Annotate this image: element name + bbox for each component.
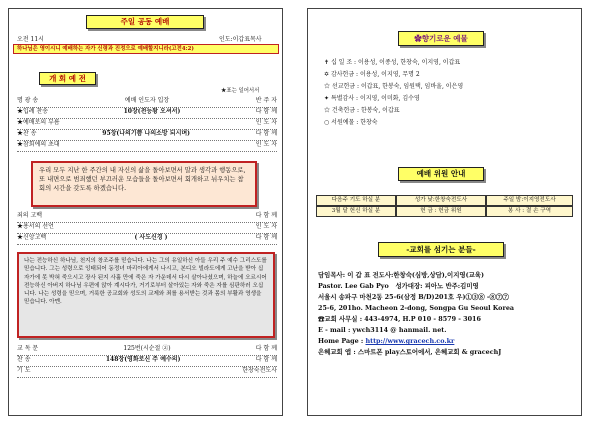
order-row xyxy=(17,223,277,234)
order-middle: 95장(나의기쁨 나의소망 되시며) xyxy=(102,130,191,137)
offering-row: ✝ 십 일 조 : 이용성, 이종성, 한창숙, 이지영, 이갑표 xyxy=(324,59,461,66)
order-row xyxy=(17,367,277,378)
pastor-en-row xyxy=(318,282,576,293)
homepage-row xyxy=(318,337,576,348)
service-table-cell: 다음주 기도 하실 분 xyxy=(316,195,396,206)
order-label: ★입례 찬송 xyxy=(17,108,49,115)
service-table-cell: 성가 낮:한창숙전도사 xyxy=(396,195,486,206)
service-time: 오전 11시 xyxy=(17,36,44,43)
order-row xyxy=(17,97,277,108)
order-right: 반 주 자 xyxy=(255,97,277,104)
order-right: 다 함 께 xyxy=(255,212,277,219)
order-label: 교 독 문 xyxy=(17,345,39,352)
leader-line: 인도:이갑표목사 xyxy=(219,36,262,43)
apostles-creed-box xyxy=(17,252,275,338)
order-row xyxy=(17,356,277,367)
service-table-row xyxy=(316,206,573,217)
service-title: 주일 공동 예배 xyxy=(120,17,170,26)
service-table-row xyxy=(316,195,573,206)
circle-icon: ○ xyxy=(324,119,332,126)
cross-icon: ✝ xyxy=(324,59,331,66)
app-line: 은혜교회 앱 : 스마트폰 play스토어에서, 은혜교회 & gracechJ xyxy=(318,348,502,356)
service-info-title: 예배 위원 안내 xyxy=(416,169,466,178)
offering-row: ☆ 건축헌금 : 한봉숙, 이갑표 xyxy=(324,107,400,114)
order-right: 다 함 께 xyxy=(255,356,277,363)
section-open-box xyxy=(39,72,96,85)
address-en: 25-6, 201ho. Macheon 2-dong, Songpa Gu Seoul Korea xyxy=(318,304,515,312)
order-label: ★참회에의 초대 xyxy=(17,141,60,148)
order-row xyxy=(17,212,277,223)
service-table xyxy=(316,195,573,217)
section-open-title: 개 회 예 전 xyxy=(49,74,86,83)
order-middle: 148장(영화로신 주 예수의) xyxy=(105,356,181,363)
offering-title xyxy=(399,32,483,45)
church-info xyxy=(318,271,576,359)
order-label: 기 도 xyxy=(17,367,31,374)
order-right: 다 함 께 xyxy=(255,130,277,137)
homepage-label: Home Page : xyxy=(318,337,364,345)
offering-row: ✡ 감사헌금 : 이용성, 이지영, 무명 2 xyxy=(324,71,420,78)
order-label: 찬 송 xyxy=(17,356,31,363)
offering-title-text: 향기로운 예물 xyxy=(421,34,468,43)
flower-icon: ✿ xyxy=(414,34,422,43)
order-right: 인 도 자 xyxy=(255,119,277,126)
staff-line: 담임목사: 이 갑 표 전도사:한창숙(심방,상담),이지영(교육) xyxy=(318,271,484,279)
order-label: ★예배로의 부름 xyxy=(17,119,60,126)
order-label: ★찬 송 xyxy=(17,130,37,137)
address-ko: 서울시 송파구 마천2동 25-6(삼정 B/D)201호 우)①③⑧ -⑧⑦⑦ xyxy=(318,293,509,301)
theme-verse-box xyxy=(13,44,279,54)
offering-list xyxy=(324,59,574,131)
mid-items-list xyxy=(17,212,277,245)
star-icon: ✡ xyxy=(324,71,331,78)
star-icon: ☆ xyxy=(324,83,332,90)
order-middle: ( 사도신경 ) xyxy=(134,234,168,241)
order-label: ★신앙고백 xyxy=(17,234,47,241)
offering-row: ☆ 선교헌금 : 이갑표, 한봉숙, 임원택, 임바울, 이은영 xyxy=(324,83,464,90)
church-title-box xyxy=(378,242,504,257)
standing-note: ★표는 일어서서 xyxy=(221,88,260,94)
offering-row: ○ 서원예물 : 한창숙 xyxy=(324,119,378,126)
order-label: ★용서의 선언 xyxy=(17,223,54,230)
bulletin-right-page xyxy=(307,8,582,416)
star-icon: ✦ xyxy=(324,95,331,102)
open-items-list xyxy=(17,97,277,152)
order-label: 명 광 송 xyxy=(17,97,39,104)
order-row xyxy=(17,141,277,152)
music-line: 성가대장: 피아노 반주:김미영 xyxy=(395,282,479,290)
service-table-cell: 봉 사 : 결 손 구역 xyxy=(486,206,573,217)
confession-invitation-text: 우리 모두 지난 한 주간의 내 자신의 삶을 돌아보면서 말과 생각과 행동으로, 또 내면으로 범죄했던 부끄러운 모습들을 돌아보면서 회개하고 뉘우치는 참회의 시간을 갖도록 하겠습니다. xyxy=(39,167,246,192)
order-middle: 예배 인도자 입장 xyxy=(124,97,170,104)
confession-invitation-box xyxy=(31,161,257,207)
offering-row: ✦ 특별감사 : 이지영, 이미화, 김수영 xyxy=(324,95,420,102)
order-right: 다 함 께 xyxy=(255,108,277,115)
order-right: 다 함 께 xyxy=(255,345,277,352)
order-label: 죄의 고백 xyxy=(17,212,43,219)
star-icon: ☆ xyxy=(324,107,332,114)
service-table-cell: 주일 밤:이지영전도사 xyxy=(486,195,573,206)
service-info-title-box xyxy=(398,167,484,181)
order-right: 다 함 께 xyxy=(255,234,277,241)
order-row xyxy=(17,130,277,141)
church-title: -교회를 섬기는 분들- xyxy=(406,245,476,254)
bulletin-left-page xyxy=(8,8,283,416)
order-row xyxy=(17,234,277,245)
service-table-cell: 헌 금 : 헌금 위원 xyxy=(396,206,486,217)
apostles-creed-text: 나는 전능하신 하나님, 천지의 창조주를 믿습니다. 나는 그의 유일하신 아들 우리 주 예수 그리스도를 믿습니다. 그는 성령으로 잉태되어 동정녀 마리아에게서 나시고, 본디오 빌라도에게 고난을 받아 십자가에 못 박혀 죽으시고 장사 된지 사흘 만에 죽은 자 가운데서 다시 살아나셨으며, 하늘에 오르시어 전능하신 아버지 하나님 우편에 앉아 계시다가, 거기로부터 살아있는 자와 죽은 자를 심판하러 오십니다. 나는 성령을 믿으며, 거룩한 공교회와 성도의 교제와 죄를 용서받는 것과 몸의 부활과 영생을 믿습니다. 아멘. xyxy=(24,258,267,306)
service-table-cell: 3월 달 헌신 하실 분 xyxy=(316,206,396,217)
order-right: 한창숙전도사 xyxy=(242,367,277,374)
theme-verse: 하나님은 영이시니 예배하는 자가 신령과 진정으로 예배할지니라(고전4:2) xyxy=(17,46,194,52)
order-right: 인 도 자 xyxy=(255,223,277,230)
order-middle: 125번(시순절 ②) xyxy=(123,345,171,352)
offering-title-box xyxy=(398,31,484,46)
bottom-items-list xyxy=(17,345,277,378)
order-middle: 10장(전능왕 오셔서) xyxy=(123,108,181,115)
homepage-link[interactable]: http://www.gracech.co.kr xyxy=(365,337,455,345)
order-row xyxy=(17,345,277,356)
order-row xyxy=(17,119,277,130)
email: E - mail : ywch3114 @ hanmail. net. xyxy=(318,326,447,334)
pastor-en: Pastor. Lee Gab Pyo xyxy=(318,282,389,290)
service-title-box xyxy=(86,15,204,29)
order-row xyxy=(17,108,277,119)
office-phone: ☎교회 사무실 : 443-4974, H.P 010 - 8579 - 3016 xyxy=(318,315,481,323)
order-right: 인 도 자 xyxy=(255,141,277,148)
